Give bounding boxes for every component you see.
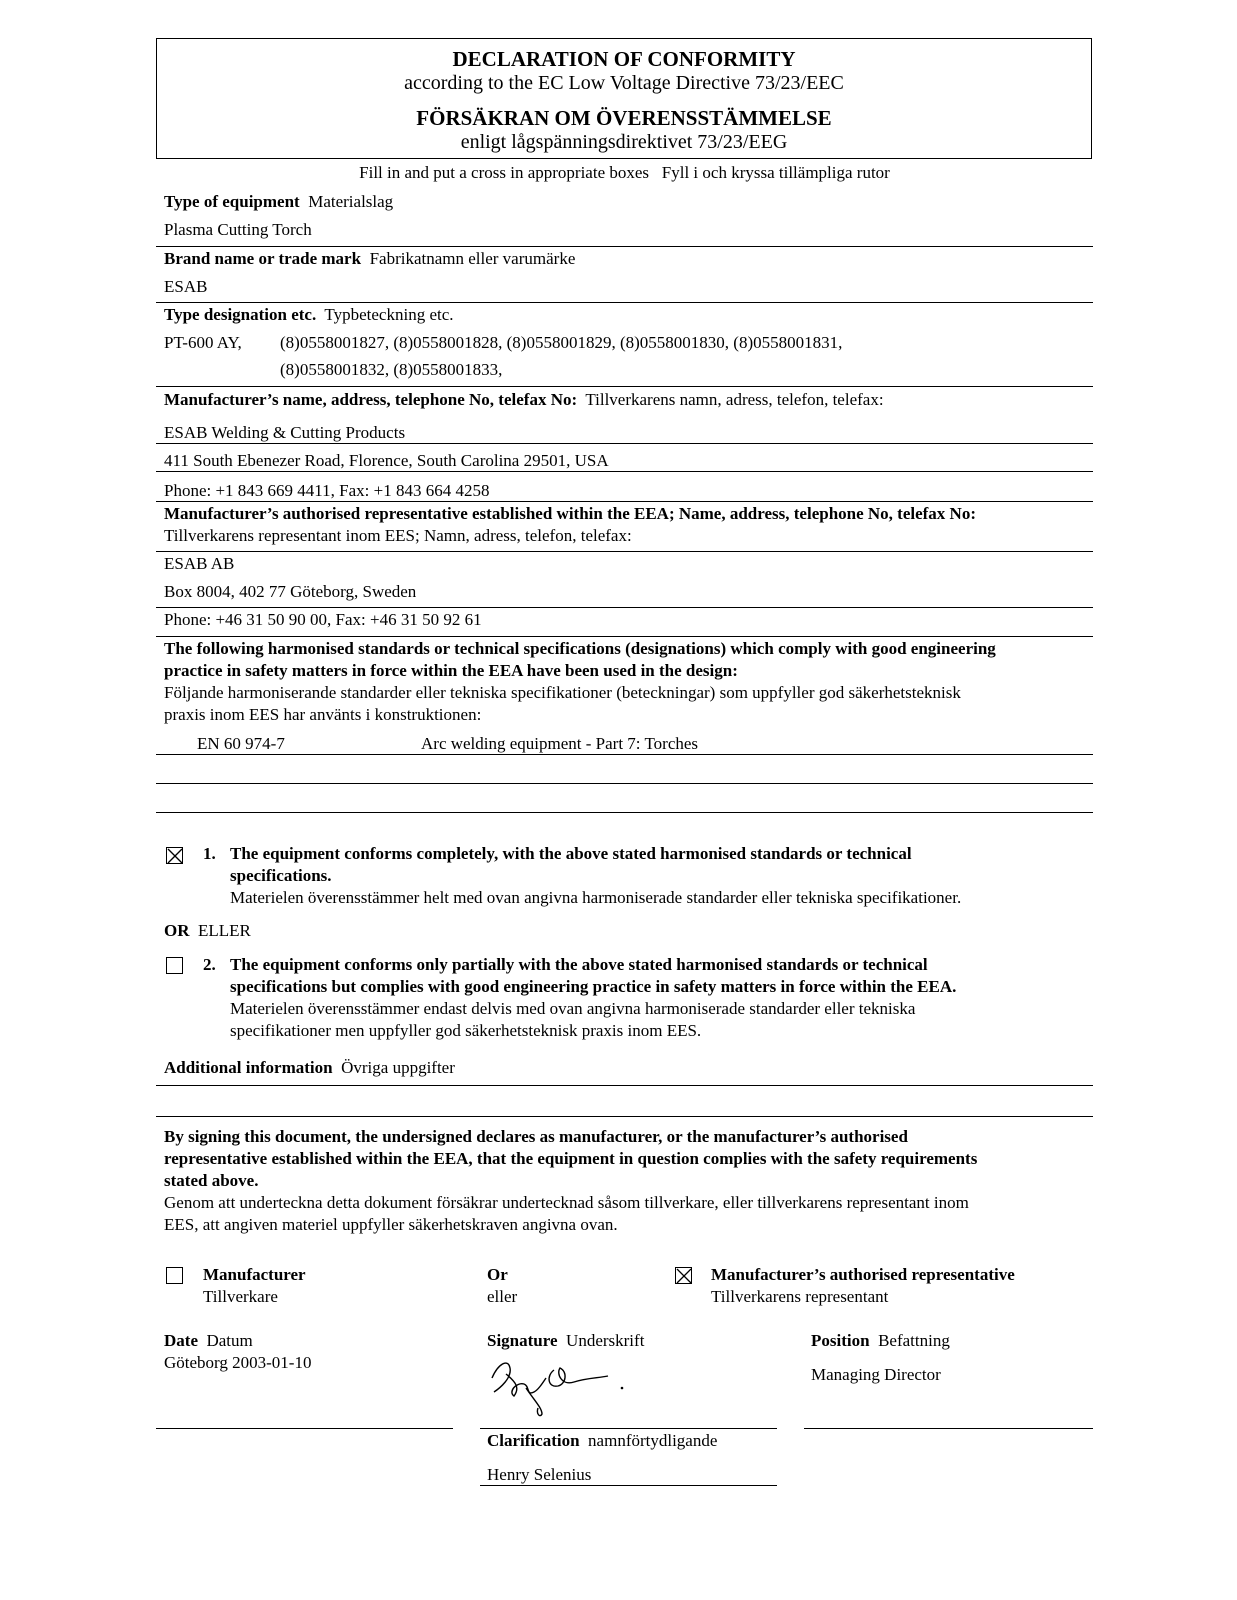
standards-label-line1: The following harmonised standards or technical specifications (designations) which comply with good engineering bbox=[164, 639, 996, 658]
option1-text-sv: Materielen överensstämmer helt med ovan angivna harmoniserade standarder eller tekniska specifikationer. bbox=[230, 888, 962, 907]
standard-title: Arc welding equipment - Part 7: Torches bbox=[421, 734, 699, 753]
position-label-sv: Befattning bbox=[878, 1331, 950, 1350]
designation-label-row bbox=[164, 304, 454, 326]
declaration-sv-line1: Genom att underteckna detta dokument försäkrar undertecknad såsom tillverkare, eller tillverkarens representant inom bbox=[164, 1193, 969, 1212]
title-sv: FÖRSÄKRAN OM ÖVERENSSTÄMMELSE bbox=[416, 106, 832, 130]
role-or-label: Or bbox=[487, 1265, 508, 1284]
date-label: Date bbox=[164, 1331, 198, 1350]
signature-label-sv: Underskrift bbox=[566, 1331, 645, 1350]
clarification-label-row bbox=[487, 1430, 717, 1452]
divider bbox=[156, 386, 1093, 387]
option1-number: 1. bbox=[203, 844, 216, 863]
divider bbox=[156, 501, 1093, 502]
blank-standard-line bbox=[156, 812, 1093, 813]
manufacturer-phone: Phone: +1 843 669 4411, Fax: +1 843 664 4258 bbox=[164, 481, 490, 500]
option2-checkbox[interactable] bbox=[166, 957, 183, 974]
brand-label: Brand name or trade mark bbox=[164, 249, 362, 268]
designation-numbers-line1: (8)0558001827, (8)0558001828, (8)0558001829, (8)0558001830, (8)0558001831, bbox=[280, 333, 843, 352]
standards-label-line2: practice in safety matters in force within the EEA have been used in the design: bbox=[164, 661, 738, 680]
equipment-label: Type of equipment bbox=[164, 192, 300, 211]
representative-role-label: Manufacturer’s authorised representative bbox=[711, 1265, 1015, 1284]
brand-label-sv: Fabrikatnamn eller varumärke bbox=[369, 249, 576, 268]
manufacturer-name: ESAB Welding & Cutting Products bbox=[164, 423, 406, 442]
clarification-label: Clarification bbox=[487, 1431, 580, 1450]
option1-text-line1: The equipment conforms completely, with the above stated harmonised standards or technical bbox=[230, 844, 912, 863]
signature-label-row bbox=[487, 1330, 644, 1352]
designation-model: PT-600 AY, bbox=[164, 333, 242, 352]
signature-line bbox=[480, 1428, 777, 1429]
manufacturer-label: Manufacturer’s name, address, telephone No, telefax No: bbox=[164, 390, 578, 409]
representative-phone: Phone: +46 31 50 90 00, Fax: +46 31 50 92 61 bbox=[164, 610, 482, 629]
signature-label: Signature bbox=[487, 1331, 558, 1350]
divider bbox=[156, 246, 1093, 247]
handwritten-signature bbox=[486, 1352, 636, 1422]
additional-label-sv: Övriga uppgifter bbox=[341, 1058, 455, 1077]
manufacturer-label-row bbox=[164, 389, 884, 411]
title-en: DECLARATION OF CONFORMITY bbox=[452, 47, 796, 71]
divider bbox=[156, 302, 1093, 303]
designation-label: Type designation etc. bbox=[164, 305, 317, 324]
option2-text-sv-line1: Materielen överensstämmer endast delvis med ovan angivna harmoniserade standarder eller tekniska bbox=[230, 999, 916, 1018]
or-label: OR bbox=[164, 921, 190, 940]
representative-role-checkbox[interactable] bbox=[675, 1267, 692, 1284]
or-label-sv: ELLER bbox=[198, 921, 251, 940]
representative-role-label-sv: Tillverkarens representant bbox=[711, 1287, 889, 1306]
document-header bbox=[156, 38, 1092, 159]
representative-label-sv: Tillverkarens representant inom EES; Namn, adress, telefon, telefax: bbox=[164, 526, 632, 545]
divider bbox=[156, 754, 1093, 755]
brand-value: ESAB bbox=[164, 277, 208, 296]
divider bbox=[156, 607, 1093, 608]
role-or-label-sv: eller bbox=[487, 1287, 518, 1306]
divider bbox=[156, 551, 1093, 552]
manufacturer-role-label-sv: Tillverkare bbox=[203, 1287, 278, 1306]
clarification-value: Henry Selenius bbox=[487, 1465, 592, 1484]
brand-label-row bbox=[164, 248, 575, 270]
position-label: Position bbox=[811, 1331, 870, 1350]
designation-label-sv: Typbeteckning etc. bbox=[324, 305, 454, 324]
designation-numbers-line2: (8)0558001832, (8)0558001833, bbox=[280, 360, 503, 379]
position-value: Managing Director bbox=[811, 1365, 941, 1384]
checkbox-cross-icon bbox=[167, 848, 184, 865]
date-label-row bbox=[164, 1330, 253, 1352]
manufacturer-role-checkbox[interactable] bbox=[166, 1267, 183, 1284]
equipment-label-sv: Materialslag bbox=[308, 192, 394, 211]
position-line bbox=[804, 1428, 1093, 1429]
option2-text-line1: The equipment conforms only partially with the above stated harmonised standards or technical bbox=[230, 955, 928, 974]
standard-code: EN 60 974-7 bbox=[197, 734, 285, 753]
clarification-label-sv: namnförtydligande bbox=[588, 1431, 718, 1450]
manufacturer-address: 411 South Ebenezer Road, Florence, South Carolina 29501, USA bbox=[164, 451, 609, 470]
manufacturer-role-label: Manufacturer bbox=[203, 1265, 306, 1284]
option2-number: 2. bbox=[203, 955, 216, 974]
declaration-line2: representative established within the EEA, that the equipment in question complies with the safety requirements bbox=[164, 1149, 978, 1168]
or-separator bbox=[164, 920, 251, 942]
date-line bbox=[156, 1428, 453, 1429]
equipment-value: Plasma Cutting Torch bbox=[164, 220, 312, 239]
subtitle-sv: enligt lågspänningsdirektivet 73/23/EEG bbox=[460, 131, 788, 153]
divider bbox=[156, 1085, 1093, 1086]
declaration-sv-line2: EES, att angiven materiel uppfyller säkerhetskraven angivna ovan. bbox=[164, 1215, 618, 1234]
representative-label: Manufacturer’s authorised representative established within the EEA; Name, address, telephone No, telefax No: bbox=[164, 504, 976, 523]
standards-label-sv-line2: praxis inom EES har använts i konstruktionen: bbox=[164, 705, 482, 724]
checkbox-cross-icon bbox=[676, 1268, 693, 1285]
standards-label-sv-line1: Följande harmoniserande standarder eller tekniska specifikationer (beteckningar) som uppfyller god säkerhetsteknisk bbox=[164, 683, 961, 702]
representative-address: Box 8004, 402 77 Göteborg, Sweden bbox=[164, 582, 417, 601]
subtitle-en: according to the EC Low Voltage Directive 73/23/EEC bbox=[404, 72, 844, 94]
instruction-text: Fill in and put a cross in appropriate boxes Fyll i och kryssa tillämpliga rutor bbox=[359, 163, 890, 182]
position-label-row bbox=[811, 1330, 950, 1352]
declaration-line3: stated above. bbox=[164, 1171, 259, 1190]
additional-label: Additional information bbox=[164, 1058, 333, 1077]
date-label-sv: Datum bbox=[206, 1331, 253, 1350]
declaration-line1: By signing this document, the undersigned declares as manufacturer, or the manufacturer’s authorised bbox=[164, 1127, 908, 1146]
divider bbox=[156, 636, 1093, 637]
option2-text-line2: specifications but complies with good engineering practice in safety matters in force within the EEA. bbox=[230, 977, 957, 996]
divider bbox=[156, 471, 1093, 472]
divider bbox=[156, 1116, 1093, 1117]
representative-name: ESAB AB bbox=[164, 554, 235, 573]
equipment-label-row bbox=[164, 191, 393, 213]
manufacturer-label-sv: Tillverkarens namn, adress, telefon, telefax: bbox=[585, 390, 884, 409]
option1-text-line2: specifications. bbox=[230, 866, 332, 885]
option2-text-sv-line2: specifikationer men uppfyller god säkerhetsteknisk praxis inom EES. bbox=[230, 1021, 702, 1040]
divider bbox=[156, 443, 1093, 444]
additional-label-row bbox=[164, 1057, 455, 1079]
date-value: Göteborg 2003-01-10 bbox=[164, 1353, 312, 1372]
blank-standard-line bbox=[156, 783, 1093, 784]
option1-checkbox[interactable] bbox=[166, 847, 183, 864]
clarification-line bbox=[480, 1485, 777, 1486]
